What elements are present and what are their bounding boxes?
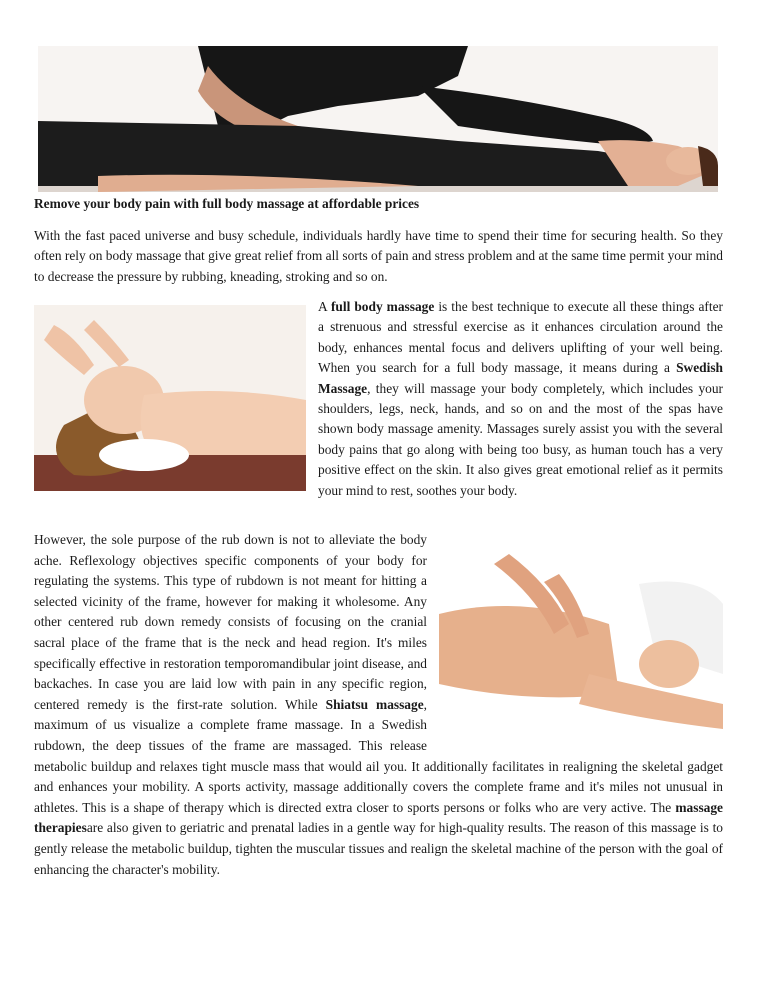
woman-head-massage-image (34, 305, 306, 491)
section2-text-b: is the best technique to execute all these things after a strenuous and stressful exercise as it enhances circulation around the body, enhances mental focus and delivers uplifting of your well being. When you search for a full body massage, it means during a (318, 299, 723, 376)
page-heading: Remove your body pain with full body massage at affordable prices (34, 196, 420, 211)
section2-text-c: , they will massage your body completely, which includes your shoulders, legs, neck, hands, and so on and the most of the spas have shown body massage amenity. Massages surely assist you with the several body pains that go along with being too busy, as human touch has a very positive effect on the skin. It also gives great emotional relief as it permits your mind to rest, soothes your body. (318, 380, 723, 498)
hero-massage-image (38, 46, 718, 192)
back-massage-image (439, 554, 723, 744)
section-full-body-massage (34, 297, 723, 501)
swedish-massage-bold: Swedish Massage (318, 360, 723, 396)
massage-therapies-bold: massage therapies (34, 799, 723, 836)
section-reflexology (34, 530, 723, 880)
section3-text-b: , maximum of us visualize a complete frame massage. In a Swedish rubdown, the deep tissues of the frame are massaged. This release metabolic buildup and relaxes tight muscle mass that would ail you. It additionally facilitates in realigning the skeletal gadget and enhances your mobility. A sports activity, massage additionally covers the complete frame and it's miles not unusual in athletes. This is a shape of therapy which is directed extra closer to sports persons or folks who are very active. The (34, 696, 723, 815)
intro-paragraph: With the fast paced universe and busy schedule, individuals hardly have time to spend their time for securing health. So they often rely on body massage that give great relief from all sorts of pain and stress problem and at the same time permit your mind to decrease the pressure by rubbing, kneading, stroking and so on. (34, 228, 723, 284)
section2-text-a: A (318, 299, 331, 314)
section3-text-a: However, the sole purpose of the rub down is not to alleviate the body ache. Reflexology objectives specific components of your body for regulating the systems. This type of rubdown is not meant for hitting a selected vicinity of the frame, however for making it wholesome. Any other centered rub down remedy consists of focusing on the cranial sacral place of the frame that is the neck and head region. It's miles specifically effective in restoration temporomandibular joint disease, and backaches. In case you are laid low with pain in any specific region, centered remedy is the first-rate solution. While (34, 532, 427, 712)
full-body-massage-bold: full body massage (330, 299, 435, 314)
shiatsu-massage-bold: Shiatsu massage (325, 696, 424, 712)
section3-text-c: are also given to geriatric and prenatal ladies in a gentle way for high-quality results. The reason of this massage is to gently release the metabolic buildup, tighten the muscular tissues and realign the skeletal machine of the person with the goal of enhancing the character's mobility. (34, 820, 723, 877)
